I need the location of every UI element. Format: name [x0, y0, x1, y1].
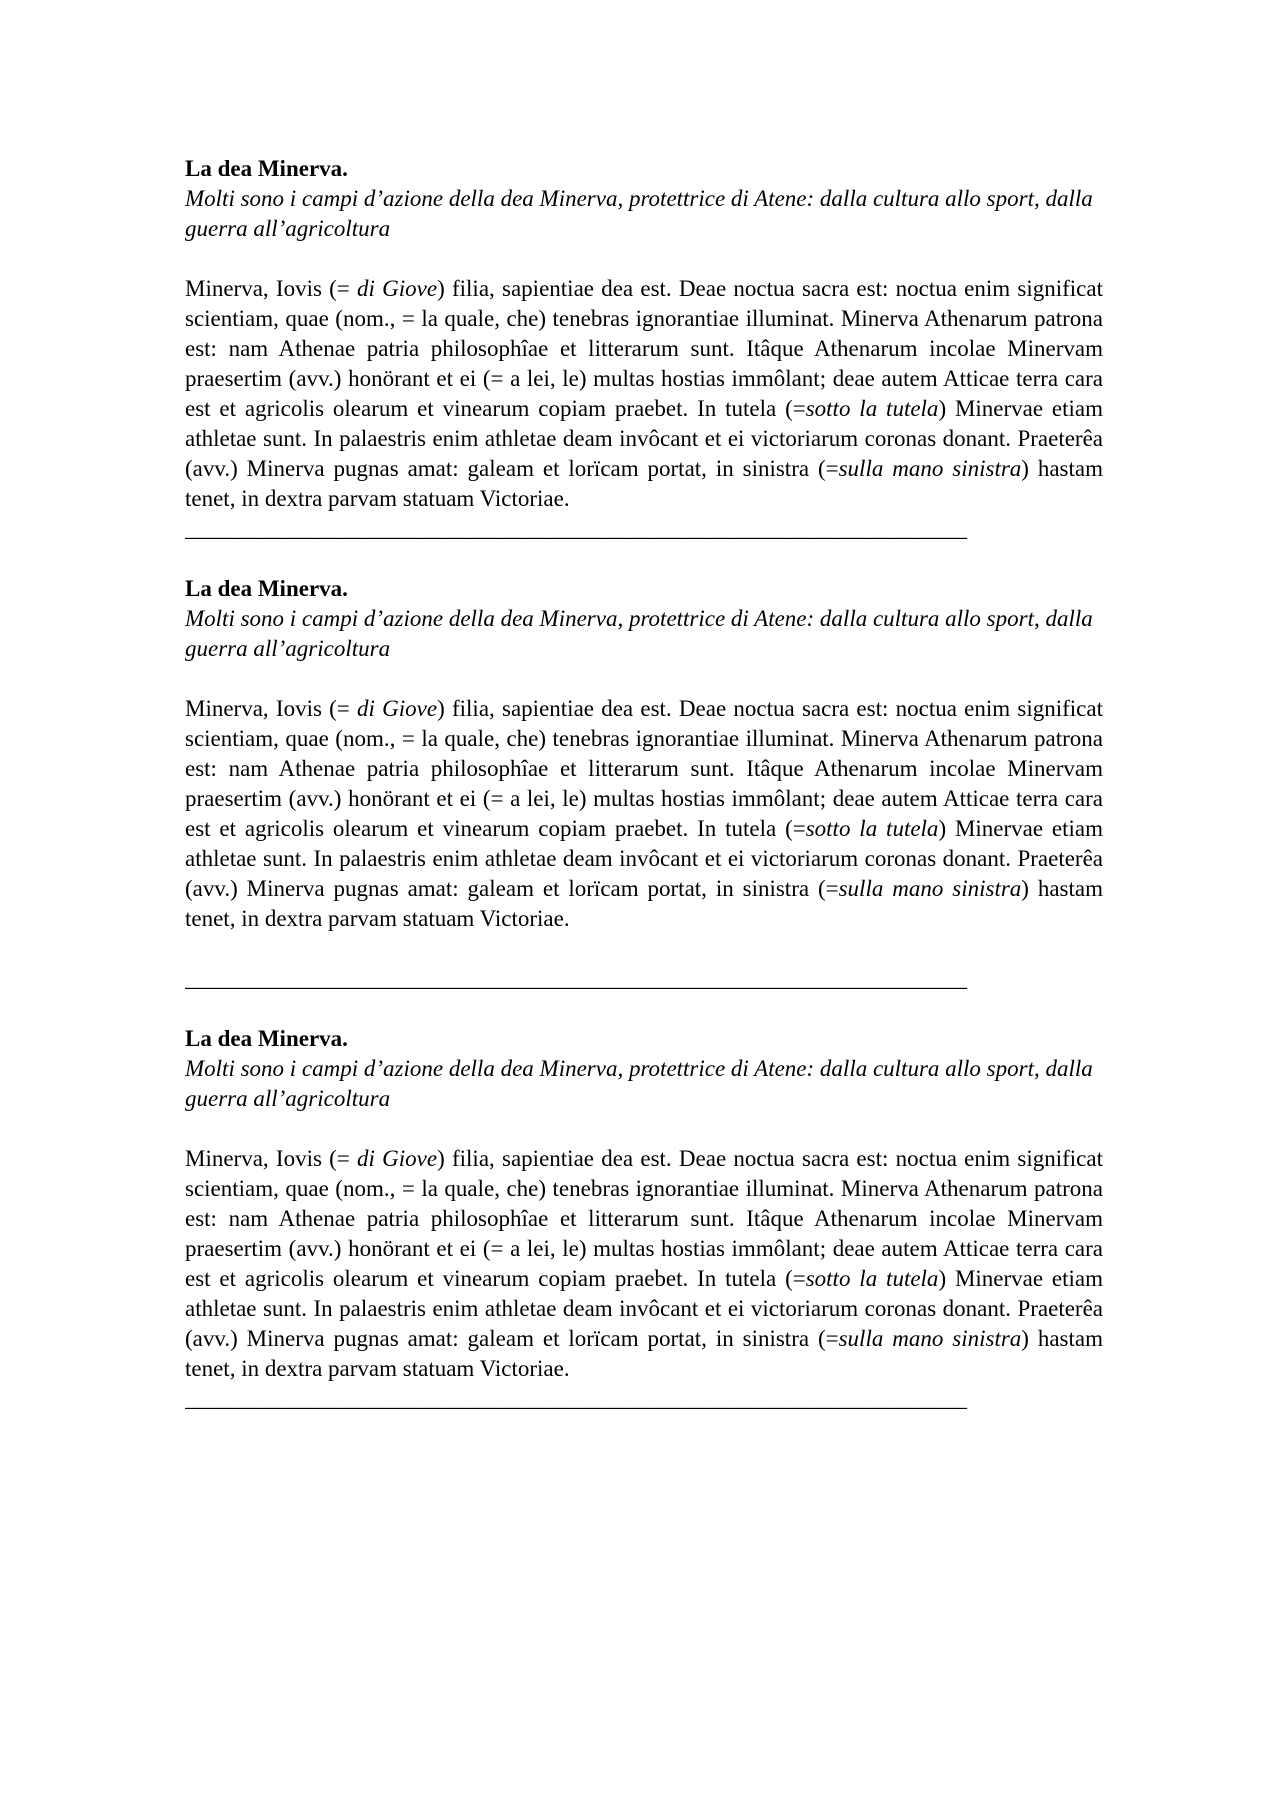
body-text-part: ) filia, sapientiae dea est. Deae noctua sacra est: noctua enim significat scientiam, quae (nom., = la quale, che) tenebras ignorantiae illuminat. Minerva Athenarum patrona est: nam Athenae patria philosophîae et litterarum sunt. Itâque Athenarum incolae Minervam praesertim (avv.) honörant et ei (= a lei, le) multas hostias immôlant; deae autem Atticae terra cara est et agricolis olearum et vinearum copiam praebet. In tutela (=: [185, 696, 1103, 841]
section-3: [185, 1024, 1103, 1414]
body-text-part: ) Minervae etiam athletae sunt. In palaestris enim athletae deam invôcant et ei victoriarum coronas donant. Praeterêa (avv.) Minerva pugnas amat: galeam et lorïcam portat, in sinistra (=: [185, 1266, 1104, 1351]
body-text-part: Minerva, Iovis (=: [185, 696, 358, 721]
spacer: [185, 544, 1103, 574]
section-body: [185, 1144, 1103, 1384]
body-text-italic: di Giove: [357, 696, 438, 721]
section-title: La dea Minerva.: [185, 1026, 348, 1051]
body-text-part: ) filia, sapientiae dea est. Deae noctua sacra est: noctua enim significat scientiam, quae (nom., = la quale, che) tenebras ignorantiae illuminat. Minerva Athenarum patrona est: nam Athenae patria philosophîae et litterarum sunt. Itâque Athenarum incolae Minervam praesertim (avv.) honörant et ei (= a lei, le) multas hostias immôlant; deae autem Atticae terra cara est et agricolis olearum et vinearum copiam praebet. In tutela (=: [185, 276, 1103, 421]
section-subtitle: Molti sono i campi d’azione della dea Minerva, protettrice di Atene: dalla cultura allo sport, dalla guerra all’agricoltura: [185, 1056, 1093, 1111]
separator-rule: ____________________________________________________________________: [185, 966, 967, 991]
spacer: [185, 934, 1103, 964]
body-text-italic: sotto la tutela: [805, 816, 939, 841]
section-title: La dea Minerva.: [185, 576, 348, 601]
body-text-italic: di Giove: [357, 276, 438, 301]
body-text-part: ) hastam tenet, in dextra parvam statuam Victoriae.: [185, 456, 1103, 511]
body-text-part: Minerva, Iovis (=: [185, 276, 358, 301]
body-text-italic: sulla mano sinistra: [838, 456, 1022, 481]
section-subtitle: Molti sono i campi d’azione della dea Minerva, protettrice di Atene: dalla cultura allo sport, dalla guerra all’agricoltura: [185, 186, 1093, 241]
body-text-italic: sotto la tutela: [805, 396, 939, 421]
spacer: [185, 994, 1103, 1024]
document-page: [185, 154, 1103, 1414]
body-text-italic: di Giove: [357, 1146, 438, 1171]
body-text-part: ) hastam tenet, in dextra parvam statuam Victoriae.: [185, 876, 1103, 931]
body-text-part: ) Minervae etiam athletae sunt. In palaestris enim athletae deam invôcant et ei victoriarum coronas donant. Praeterêa (avv.) Minerva pugnas amat: galeam et lorïcam portat, in sinistra (=: [185, 816, 1104, 901]
section-body: [185, 274, 1103, 514]
separator-rule: ____________________________________________________________________: [185, 516, 967, 541]
section-1: [185, 154, 1103, 544]
body-text-italic: sulla mano sinistra: [838, 876, 1022, 901]
section-title: La dea Minerva.: [185, 156, 348, 181]
body-text-part: Minerva, Iovis (=: [185, 1146, 358, 1171]
section-2: [185, 574, 1103, 994]
section-body: [185, 694, 1103, 934]
body-text-part: ) hastam tenet, in dextra parvam statuam Victoriae.: [185, 1326, 1103, 1381]
body-text-italic: sulla mano sinistra: [838, 1326, 1022, 1351]
separator-rule: ____________________________________________________________________: [185, 1386, 967, 1411]
body-text-part: ) Minervae etiam athletae sunt. In palaestris enim athletae deam invôcant et ei victoriarum coronas donant. Praeterêa (avv.) Minerva pugnas amat: galeam et lorïcam portat, in sinistra (=: [185, 396, 1104, 481]
body-text-part: ) filia, sapientiae dea est. Deae noctua sacra est: noctua enim significat scientiam, quae (nom., = la quale, che) tenebras ignorantiae illuminat. Minerva Athenarum patrona est: nam Athenae patria philosophîae et litterarum sunt. Itâque Athenarum incolae Minervam praesertim (avv.) honörant et ei (= a lei, le) multas hostias immôlant; deae autem Atticae terra cara est et agricolis olearum et vinearum copiam praebet. In tutela (=: [185, 1146, 1103, 1291]
body-text-italic: sotto la tutela: [805, 1266, 939, 1291]
section-subtitle: Molti sono i campi d’azione della dea Minerva, protettrice di Atene: dalla cultura allo sport, dalla guerra all’agricoltura: [185, 606, 1093, 661]
